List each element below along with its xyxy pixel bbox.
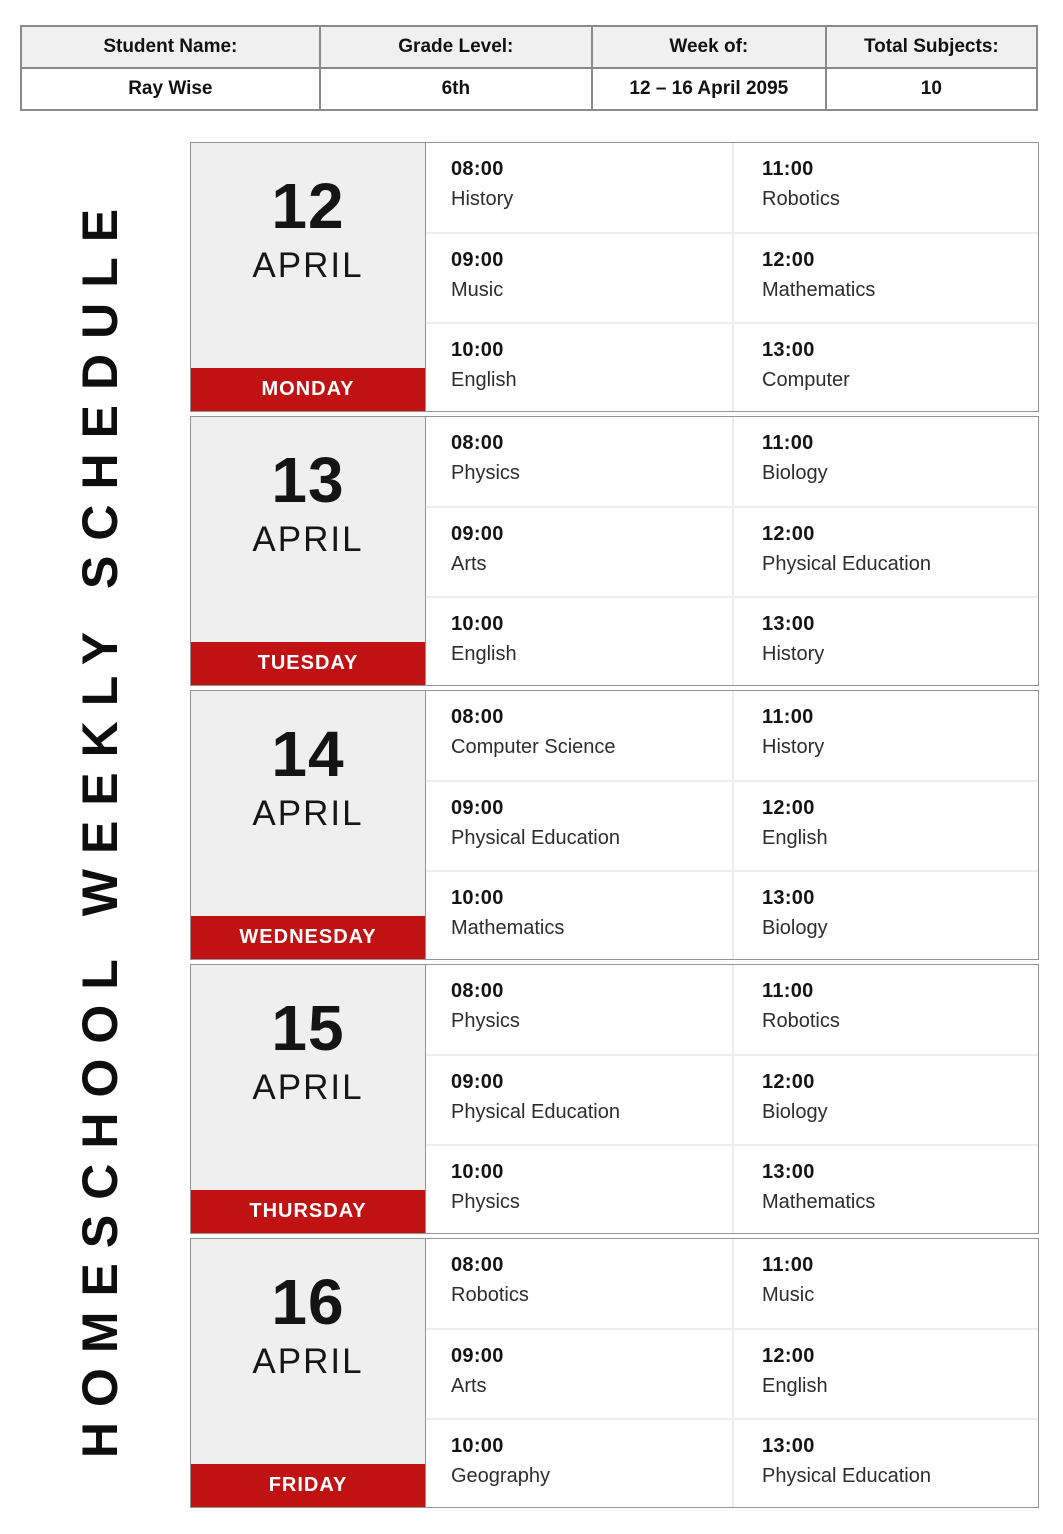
time-label: 12:00	[762, 797, 815, 820]
schedule-cell	[732, 417, 1038, 506]
schedule-cell	[732, 1328, 1038, 1417]
schedule-cell	[426, 691, 732, 780]
subject-label: Music	[762, 1284, 815, 1306]
day-month: APRIL	[252, 1068, 364, 1108]
subject-label: Robotics	[762, 1010, 840, 1032]
day-date: 12	[271, 170, 345, 242]
day-block	[190, 416, 1039, 686]
subject-label: Arts	[451, 1375, 487, 1398]
schedule-grid	[426, 691, 1038, 959]
subject-label: Physical Education	[762, 553, 931, 576]
time-label: 09:00	[451, 249, 504, 272]
time-label: 08:00	[451, 980, 504, 1002]
weekday-banner: TUESDAY	[191, 642, 425, 685]
schedule-cell	[426, 1144, 732, 1233]
schedule-cell	[732, 1144, 1038, 1233]
schedule-cell	[732, 322, 1038, 411]
subject-label: Robotics	[762, 188, 840, 210]
student-name-label: Student Name:	[21, 26, 320, 68]
grade-level-value: 6th	[320, 68, 592, 110]
subject-label: Physics	[451, 1190, 520, 1213]
time-label: 12:00	[762, 1345, 815, 1368]
schedule-cell	[426, 596, 732, 685]
student-info-table	[20, 25, 1038, 111]
subject-label: Physical Education	[451, 827, 620, 850]
time-label: 09:00	[451, 1071, 504, 1094]
subject-label: History	[451, 188, 514, 210]
schedule-cell	[732, 1054, 1038, 1143]
subject-label: Robotics	[451, 1284, 529, 1306]
day-box	[191, 691, 426, 959]
schedule-grid	[426, 143, 1038, 411]
time-label: 10:00	[451, 338, 504, 361]
schedule-cell	[426, 1418, 732, 1507]
time-label: 13:00	[762, 886, 815, 909]
time-label: 08:00	[451, 1254, 504, 1276]
page-title: HOMESCHOOL WEEKLY SCHEDULE	[72, 193, 128, 1459]
week-of-label: Week of:	[592, 26, 826, 68]
schedule-cell	[426, 870, 732, 959]
info-label-row	[21, 26, 1037, 68]
subject-label: Physical Education	[451, 1101, 620, 1124]
schedule-cell	[732, 1239, 1038, 1328]
day-month: APRIL	[252, 1342, 364, 1382]
time-label: 11:00	[762, 980, 814, 1002]
day-block	[190, 142, 1039, 412]
weekday-banner: THURSDAY	[191, 1190, 425, 1233]
time-label: 11:00	[762, 1254, 814, 1276]
time-label: 13:00	[762, 1160, 815, 1183]
subject-label: English	[451, 642, 517, 665]
schedule-cell	[426, 965, 732, 1054]
time-label: 09:00	[451, 797, 504, 820]
schedule-cell	[732, 780, 1038, 869]
schedule-cell	[732, 870, 1038, 959]
time-label: 08:00	[451, 706, 504, 728]
schedule-cell	[732, 506, 1038, 595]
subject-label: Geography	[451, 1464, 550, 1487]
info-value-row	[21, 68, 1037, 110]
schedule-cell	[732, 596, 1038, 685]
schedule-cell	[732, 691, 1038, 780]
subject-label: Computer	[762, 368, 850, 391]
time-label: 13:00	[762, 1434, 815, 1457]
time-label: 10:00	[451, 612, 504, 635]
subject-label: English	[762, 1375, 828, 1398]
schedule-grid	[426, 1239, 1038, 1507]
time-label: 12:00	[762, 1071, 815, 1094]
time-label: 10:00	[451, 1434, 504, 1457]
subject-label: Biology	[762, 1101, 828, 1124]
day-block	[190, 964, 1039, 1234]
subject-label: Mathematics	[762, 279, 876, 302]
subject-label: Biology	[762, 916, 828, 939]
subject-label: History	[762, 736, 825, 758]
schedule-cell	[426, 506, 732, 595]
day-blocks	[190, 142, 1039, 1512]
schedule-cell	[426, 1328, 732, 1417]
day-box	[191, 143, 426, 411]
subject-label: Mathematics	[762, 1190, 876, 1213]
subject-label: History	[762, 642, 825, 665]
subject-label: Physics	[451, 1010, 520, 1032]
subject-label: Biology	[762, 462, 828, 484]
schedule-cell	[426, 143, 732, 232]
weekday-banner: WEDNESDAY	[191, 916, 425, 959]
day-box	[191, 965, 426, 1233]
day-date: 16	[271, 1266, 345, 1338]
day-month: APRIL	[252, 794, 364, 834]
schedule-cell	[426, 780, 732, 869]
schedule-cell	[426, 322, 732, 411]
schedule-cell	[426, 1239, 732, 1328]
day-block	[190, 690, 1039, 960]
day-date: 13	[271, 444, 345, 516]
time-label: 13:00	[762, 338, 815, 361]
day-block	[190, 1238, 1039, 1508]
day-box	[191, 417, 426, 685]
schedule-cell	[732, 1418, 1038, 1507]
subject-label: Music	[451, 279, 504, 302]
time-label: 11:00	[762, 432, 814, 454]
time-label: 11:00	[762, 158, 814, 180]
subject-label: English	[762, 827, 828, 850]
time-label: 08:00	[451, 432, 504, 454]
schedule-cell	[426, 1054, 732, 1143]
student-name-value: Ray Wise	[21, 68, 320, 110]
weekday-banner: FRIDAY	[191, 1464, 425, 1507]
time-label: 11:00	[762, 706, 814, 728]
schedule-cell	[426, 232, 732, 321]
schedule-cell	[732, 232, 1038, 321]
time-label: 12:00	[762, 249, 815, 272]
time-label: 09:00	[451, 1345, 504, 1368]
schedule-grid	[426, 965, 1038, 1233]
subject-label: Mathematics	[451, 916, 565, 939]
day-month: APRIL	[252, 246, 364, 286]
subject-label: Computer Science	[451, 736, 616, 758]
total-subjects-value: 10	[826, 68, 1037, 110]
schedule-grid	[426, 417, 1038, 685]
grade-level-label: Grade Level:	[320, 26, 592, 68]
subject-label: Physical Education	[762, 1464, 931, 1487]
time-label: 09:00	[451, 523, 504, 546]
time-label: 12:00	[762, 523, 815, 546]
day-date: 15	[271, 992, 345, 1064]
subject-label: English	[451, 368, 517, 391]
time-label: 13:00	[762, 612, 815, 635]
subject-label: Physics	[451, 462, 520, 484]
time-label: 08:00	[451, 158, 504, 180]
day-month: APRIL	[252, 520, 364, 560]
schedule-cell	[732, 965, 1038, 1054]
day-date: 14	[271, 718, 345, 790]
week-of-value: 12 – 16 April 2095	[592, 68, 826, 110]
schedule-cell	[732, 143, 1038, 232]
day-box	[191, 1239, 426, 1507]
time-label: 10:00	[451, 886, 504, 909]
total-subjects-label: Total Subjects:	[826, 26, 1037, 68]
time-label: 10:00	[451, 1160, 504, 1183]
weekday-banner: MONDAY	[191, 368, 425, 411]
subject-label: Arts	[451, 553, 487, 576]
schedule-cell	[426, 417, 732, 506]
